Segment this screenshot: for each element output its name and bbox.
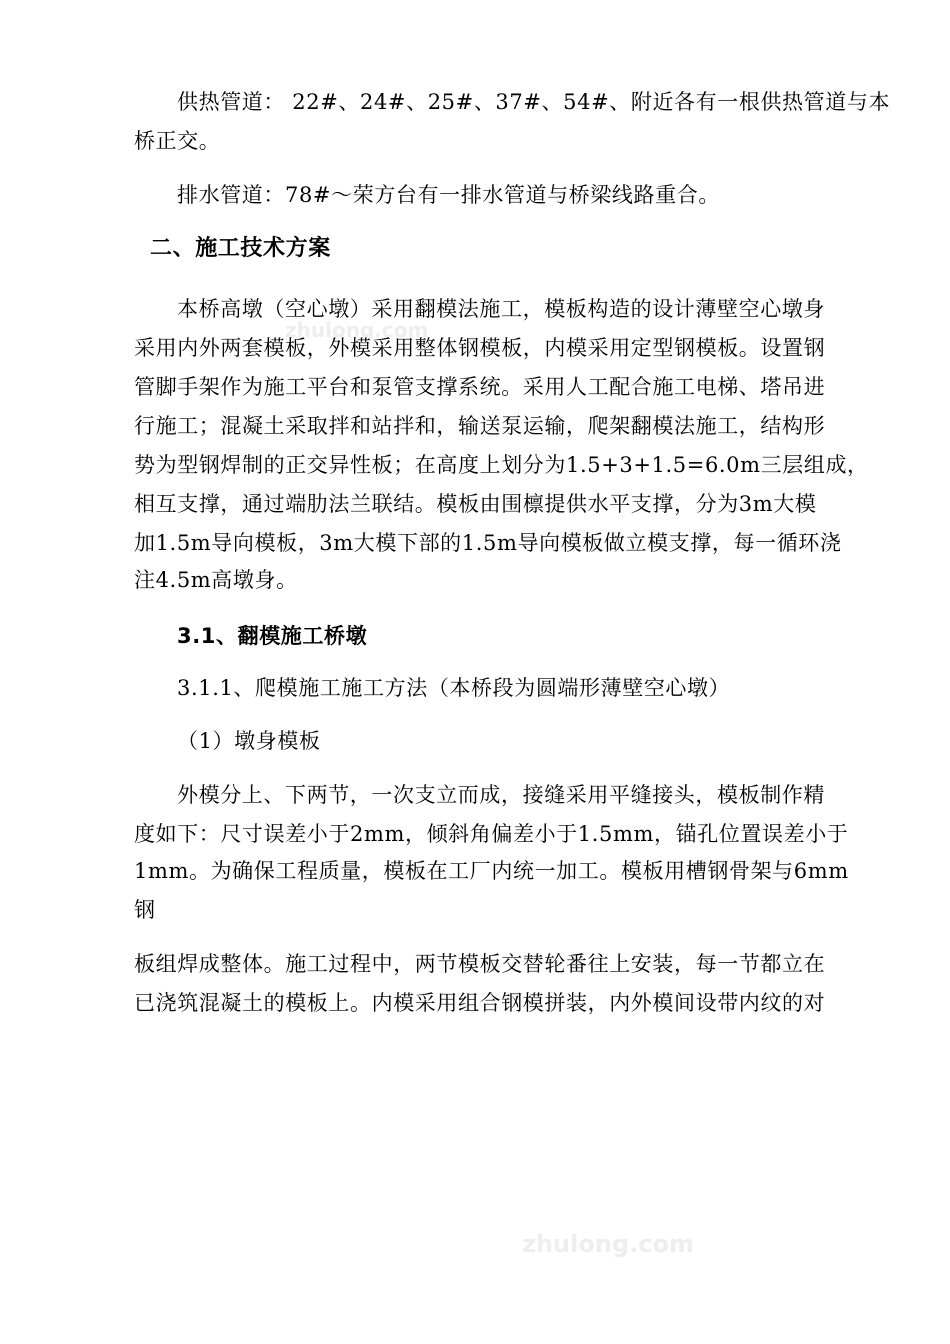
text-line: 势为型钢焊制的正交异性板；在高度上划分为1.5+3+1.5=6.0m三层组成， <box>134 453 869 477</box>
subsection-heading: 3.1、翻模施工桥墩 <box>177 624 368 648</box>
subsection-title: 3.1.1、爬模施工施工方法（本桥段为圆端形薄壁空心墩） <box>177 676 731 700</box>
text-line: 度如下：尺寸误差小于2mm，倾斜角偏差小于1.5mm，锚孔位置误差小于 <box>134 822 849 846</box>
text-line: 行施工；混凝土采取拌和站拌和，输送泵运输，爬架翻模法施工，结构形 <box>134 414 826 438</box>
text-line: 采用内外两套模板，外模采用整体钢模板，内模采用定型钢模板。设置钢 <box>134 336 826 360</box>
text-line: 钢 <box>134 898 156 922</box>
text-line: 注4.5m高墩身。 <box>134 568 298 592</box>
item-title: （1）墩身模板 <box>177 729 321 753</box>
text-line: 管脚手架作为施工平台和泵管支撑系统。采用人工配合施工电梯、塔吊进 <box>134 375 826 399</box>
text-line: 外模分上、下两节，一次支立而成，接缝采用平缝接头，模板制作精 <box>177 783 825 807</box>
text-line: 供热管道： 22#、24#、25#、37#、54#、附近各有一根供热管道与本 <box>177 90 891 114</box>
watermark: zhulong.com <box>522 1230 694 1258</box>
text-line: 本桥高墩（空心墩）采用翻模法施工，模板构造的设计薄壁空心墩身 <box>177 297 825 321</box>
text-line: 相互支撑，通过端肋法兰联结。模板由围檩提供水平支撑，分为3m大模 <box>134 492 817 516</box>
text-line: 排水管道：78#～荣方台有一排水管道与桥梁线路重合。 <box>177 183 720 207</box>
text-line: 已浇筑混凝土的模板上。内模采用组合钢模拼装，内外模间设带内纹的对 <box>134 991 826 1015</box>
section-heading: 二、施工技术方案 <box>150 236 331 261</box>
text-line: 板组焊成整体。施工过程中，两节模板交替轮番往上安装，每一节都立在 <box>134 952 826 976</box>
watermark: zhulong.com <box>285 318 429 342</box>
text-line: 1mm。为确保工程质量，模板在工厂内统一加工。模板用槽钢骨架与6mm <box>134 859 849 883</box>
text-line: 桥正交。 <box>134 129 221 153</box>
text-line: 加1.5m导向模板，3m大模下部的1.5m导向模板做立模支撑，每一循环浇 <box>134 531 842 555</box>
